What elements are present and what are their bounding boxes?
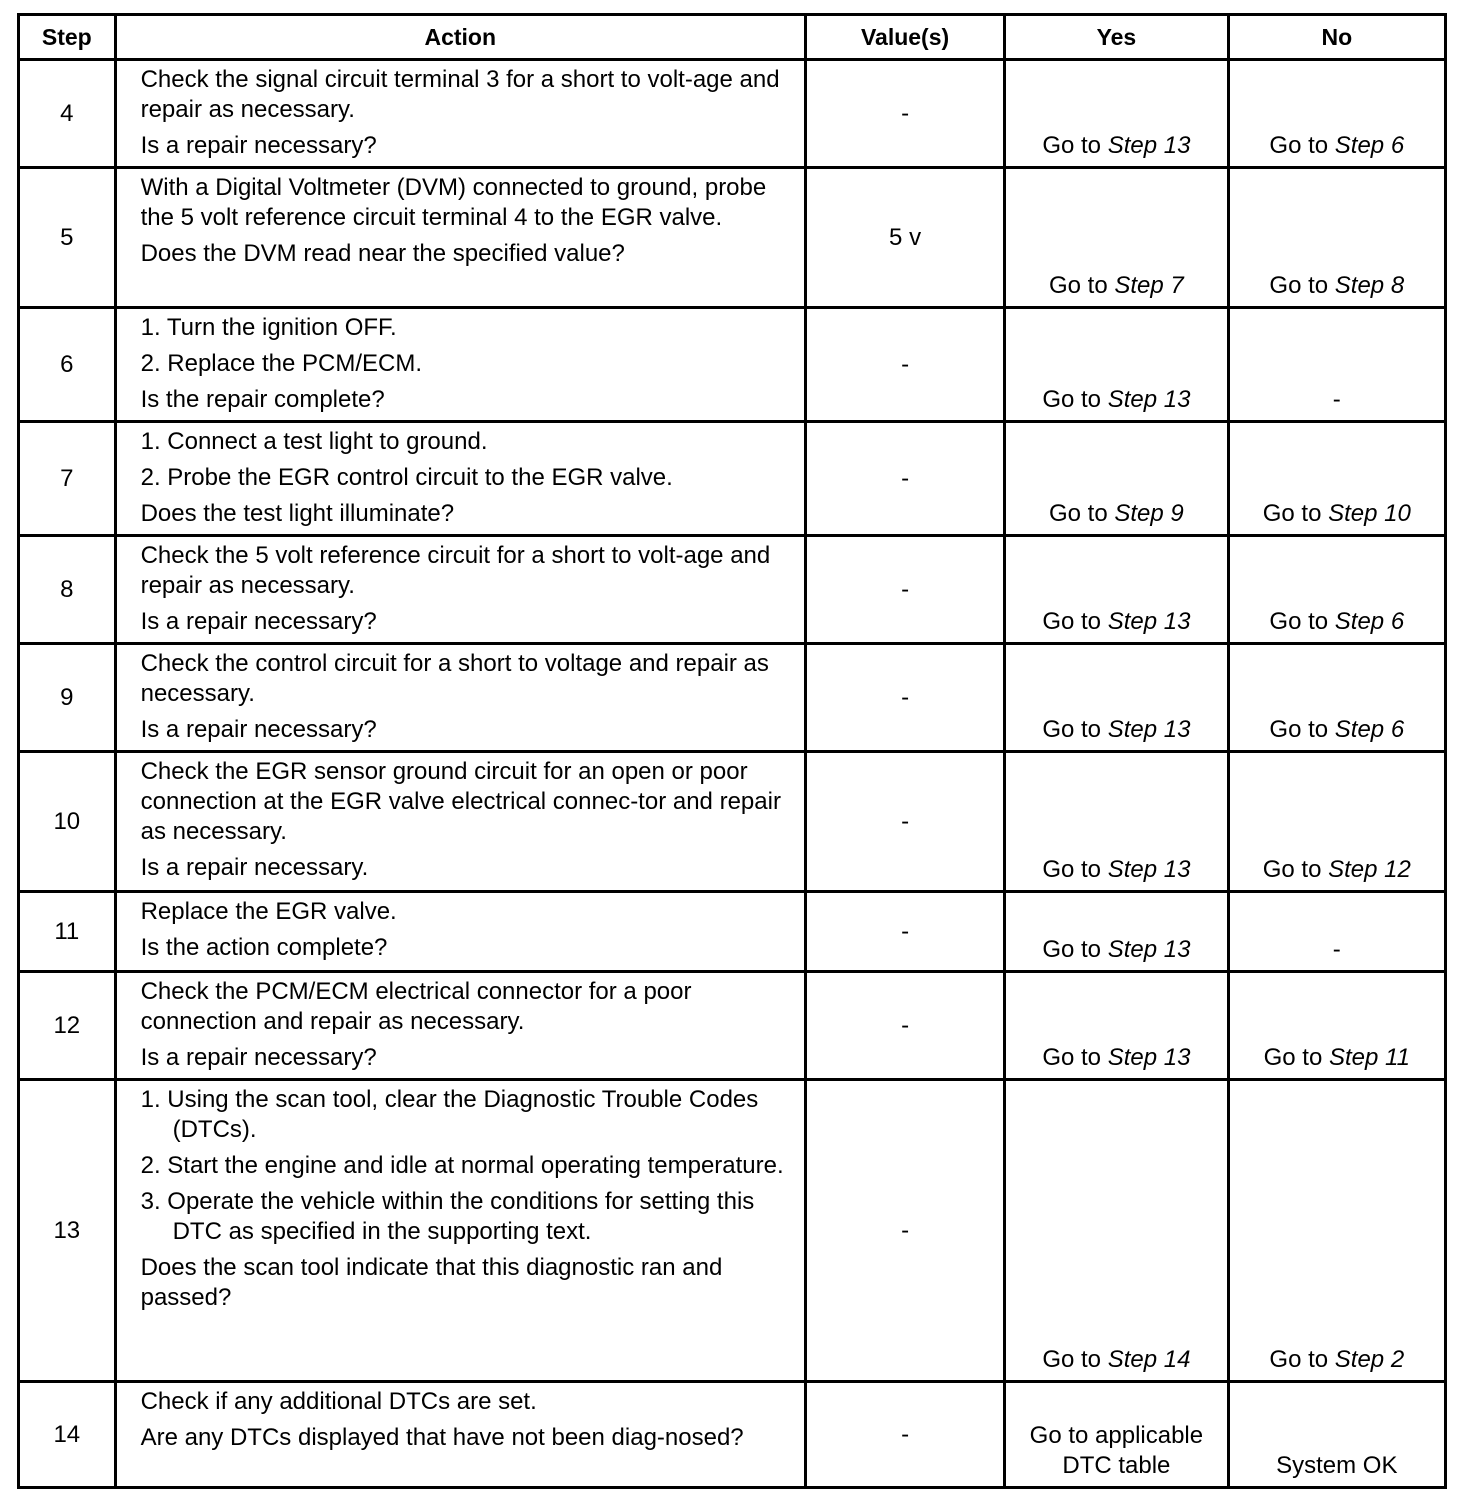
go-to-link[interactable] — [1269, 132, 1404, 159]
action-instruction: Replace the EGR valve. — [140, 898, 397, 925]
step-reference: Step 12 — [1328, 856, 1411, 883]
go-to-prefix: Go to — [1263, 1044, 1329, 1071]
action-instruction: Check the EGR sensor ground circuit for an open or poor connection at the EGR valve electrical connec-tor and repair as necessary. — [140, 758, 781, 845]
header-yes: Yes — [1005, 15, 1228, 60]
header-row — [19, 15, 1446, 60]
action-question: Does the test light illuminate? — [140, 500, 455, 527]
step-reference: Step 6 — [1334, 608, 1405, 635]
no-cell — [1228, 1080, 1445, 1382]
go-to-prefix: Go to — [1042, 856, 1108, 883]
action-instruction: Check the 5 volt reference circuit for a short to volt-age and repair as necessary. — [140, 542, 771, 599]
yes-cell — [1005, 752, 1228, 892]
step-reference: Step 13 — [1107, 936, 1191, 963]
no-cell — [1228, 60, 1445, 168]
go-to-prefix: Go to — [1269, 132, 1335, 159]
step-number: 4 — [19, 60, 116, 168]
go-to-link[interactable] — [1042, 608, 1190, 635]
value-cell: - — [805, 972, 1004, 1080]
table-body — [19, 60, 1446, 1488]
action-question: Does the DVM read near the specified value? — [140, 240, 625, 267]
go-to-link[interactable] — [1042, 1346, 1190, 1373]
yes-cell — [1005, 60, 1228, 168]
yes-cell: Go to applicable DTC table — [1005, 1382, 1228, 1488]
action-instruction: With a Digital Voltmeter (DVM) connected to ground, probe the 5 volt reference circuit terminal 4 to the EGR valve. — [140, 174, 767, 231]
go-to-prefix: Go to — [1042, 608, 1108, 635]
action-step-item: 3. Operate the vehicle within the conditions for setting this DTC as specified in the supporting text. — [140, 1188, 755, 1245]
table-row — [19, 168, 1446, 308]
action-step-item: 2. Start the engine and idle at normal operating temperature. — [140, 1152, 784, 1179]
table-row — [19, 644, 1446, 752]
go-to-prefix: Go to — [1042, 936, 1108, 963]
step-number: 5 — [19, 168, 116, 308]
no-cell: - — [1228, 308, 1445, 422]
step-number: 10 — [19, 752, 116, 892]
table-row — [19, 1080, 1446, 1382]
action-cell — [115, 1080, 805, 1382]
step-reference: Step 7 — [1114, 272, 1184, 299]
step-number: 14 — [19, 1382, 116, 1488]
step-reference: Step 11 — [1329, 1044, 1410, 1071]
yes-cell — [1005, 1080, 1228, 1382]
go-to-link[interactable] — [1042, 856, 1190, 883]
action-instruction: Check the signal circuit terminal 3 for a short to volt-age and repair as necessary. — [140, 66, 780, 123]
action-question: Does the scan tool indicate that this diagnostic ran and passed? — [140, 1254, 723, 1311]
action-step-item: 2. Probe the EGR control circuit to the EGR valve. — [140, 464, 673, 491]
action-cell — [115, 1382, 805, 1488]
action-question: Are any DTCs displayed that have not been diag-nosed? — [140, 1424, 744, 1451]
table-row — [19, 752, 1446, 892]
go-to-prefix: Go to — [1042, 386, 1108, 413]
yes-cell — [1005, 972, 1228, 1080]
go-to-link[interactable] — [1263, 856, 1411, 883]
yes-cell — [1005, 308, 1228, 422]
step-reference: Step 9 — [1114, 500, 1184, 527]
step-number: 9 — [19, 644, 116, 752]
step-reference: Step 6 — [1334, 132, 1405, 159]
step-number: 7 — [19, 422, 116, 536]
action-instruction: Check the PCM/ECM electrical connector for a poor connection and repair as necessary. — [140, 978, 692, 1035]
step-number: 6 — [19, 308, 116, 422]
step-reference: Step 6 — [1334, 716, 1405, 743]
go-to-link[interactable] — [1042, 132, 1190, 159]
go-to-prefix: Go to — [1269, 716, 1335, 743]
value-cell: - — [805, 422, 1004, 536]
no-cell: - — [1228, 892, 1445, 972]
go-to-prefix: Go to — [1262, 500, 1329, 527]
no-cell — [1228, 536, 1445, 644]
go-to-link[interactable] — [1269, 716, 1404, 743]
yes-cell — [1005, 644, 1228, 752]
no-cell — [1228, 422, 1445, 536]
action-question: Is a repair necessary? — [140, 132, 377, 159]
table-row — [19, 308, 1446, 422]
value-cell: - — [805, 60, 1004, 168]
go-to-link[interactable] — [1042, 936, 1190, 963]
action-step-item: 1. Using the scan tool, clear the Diagnostic Trouble Codes (DTCs). — [140, 1086, 759, 1143]
table-row — [19, 892, 1446, 972]
table-row — [19, 536, 1446, 644]
go-to-prefix: Go to — [1042, 1044, 1108, 1071]
value-cell: - — [805, 752, 1004, 892]
value-cell: - — [805, 308, 1004, 422]
action-question: Is a repair necessary? — [140, 716, 377, 743]
table-row — [19, 972, 1446, 1080]
action-cell — [115, 422, 805, 536]
action-cell — [115, 60, 805, 168]
step-reference: Step 10 — [1328, 500, 1411, 527]
action-step-item: 1. Connect a test light to ground. — [140, 428, 488, 455]
yes-cell — [1005, 892, 1228, 972]
go-to-prefix: Go to — [1042, 716, 1108, 743]
step-reference: Step 13 — [1107, 1044, 1191, 1071]
header-value: Value(s) — [805, 15, 1004, 60]
no-cell — [1228, 972, 1445, 1080]
step-reference: Step 13 — [1107, 132, 1191, 159]
action-instruction: Check if any additional DTCs are set. — [140, 1388, 537, 1415]
step-reference: Step 14 — [1107, 1346, 1191, 1373]
value-cell: - — [805, 892, 1004, 972]
value-cell: - — [805, 644, 1004, 752]
action-instruction: Check the control circuit for a short to voltage and repair as necessary. — [140, 650, 769, 707]
go-to-link[interactable] — [1042, 386, 1190, 413]
no-cell — [1228, 752, 1445, 892]
go-to-link[interactable] — [1263, 500, 1411, 527]
go-to-link[interactable] — [1049, 500, 1184, 527]
go-to-prefix: Go to — [1269, 608, 1335, 635]
go-to-link[interactable] — [1269, 608, 1404, 635]
no-cell: System OK — [1228, 1382, 1445, 1488]
step-number: 13 — [19, 1080, 116, 1382]
go-to-prefix: Go to — [1262, 856, 1329, 883]
go-to-link[interactable] — [1264, 1044, 1410, 1071]
go-to-prefix: Go to — [1049, 272, 1115, 299]
table-row — [19, 1382, 1446, 1488]
step-number: 12 — [19, 972, 116, 1080]
go-to-prefix: Go to — [1042, 132, 1108, 159]
value-cell: - — [805, 536, 1004, 644]
step-reference: Step 13 — [1107, 608, 1191, 635]
action-question: Is the action complete? — [140, 934, 388, 961]
step-reference: Step 8 — [1334, 272, 1405, 299]
action-question: Is a repair necessary? — [140, 608, 377, 635]
yes-cell — [1005, 536, 1228, 644]
header-no: No — [1228, 15, 1445, 60]
go-to-prefix: Go to — [1042, 1346, 1108, 1373]
step-reference: Step 2 — [1334, 1346, 1405, 1373]
step-reference: Step 13 — [1107, 386, 1191, 413]
step-number: 11 — [19, 892, 116, 972]
table-row — [19, 60, 1446, 168]
header-action: Action — [115, 15, 805, 60]
action-cell — [115, 972, 805, 1080]
action-cell — [115, 752, 805, 892]
value-cell: 5 v — [805, 168, 1004, 308]
step-reference: Step 13 — [1107, 856, 1191, 883]
go-to-link[interactable] — [1269, 272, 1404, 299]
go-to-prefix: Go to — [1269, 1346, 1335, 1373]
step-number: 8 — [19, 536, 116, 644]
go-to-prefix: Go to — [1269, 272, 1335, 299]
action-step-item: 2. Replace the PCM/ECM. — [140, 350, 423, 377]
table-row — [19, 422, 1446, 536]
header-step: Step — [19, 15, 116, 60]
action-question: Is a repair necessary. — [140, 854, 369, 881]
go-to-link[interactable] — [1269, 1346, 1404, 1373]
no-cell — [1228, 168, 1445, 308]
go-to-link[interactable] — [1049, 272, 1184, 299]
action-question: Is the repair complete? — [140, 386, 385, 413]
action-cell — [115, 168, 805, 308]
no-cell — [1228, 644, 1445, 752]
action-cell — [115, 892, 805, 972]
yes-cell — [1005, 422, 1228, 536]
go-to-link[interactable] — [1042, 1044, 1190, 1071]
value-cell: - — [805, 1382, 1004, 1488]
go-to-link[interactable] — [1042, 716, 1190, 743]
action-question: Is a repair necessary? — [140, 1044, 377, 1071]
go-to-prefix: Go to — [1049, 500, 1115, 527]
yes-cell — [1005, 168, 1228, 308]
value-cell: - — [805, 1080, 1004, 1382]
action-cell — [115, 536, 805, 644]
action-step-item: 1. Turn the ignition OFF. — [140, 314, 397, 341]
action-cell — [115, 308, 805, 422]
step-reference: Step 13 — [1107, 716, 1191, 743]
diagnostic-table — [17, 13, 1447, 1489]
action-cell — [115, 644, 805, 752]
